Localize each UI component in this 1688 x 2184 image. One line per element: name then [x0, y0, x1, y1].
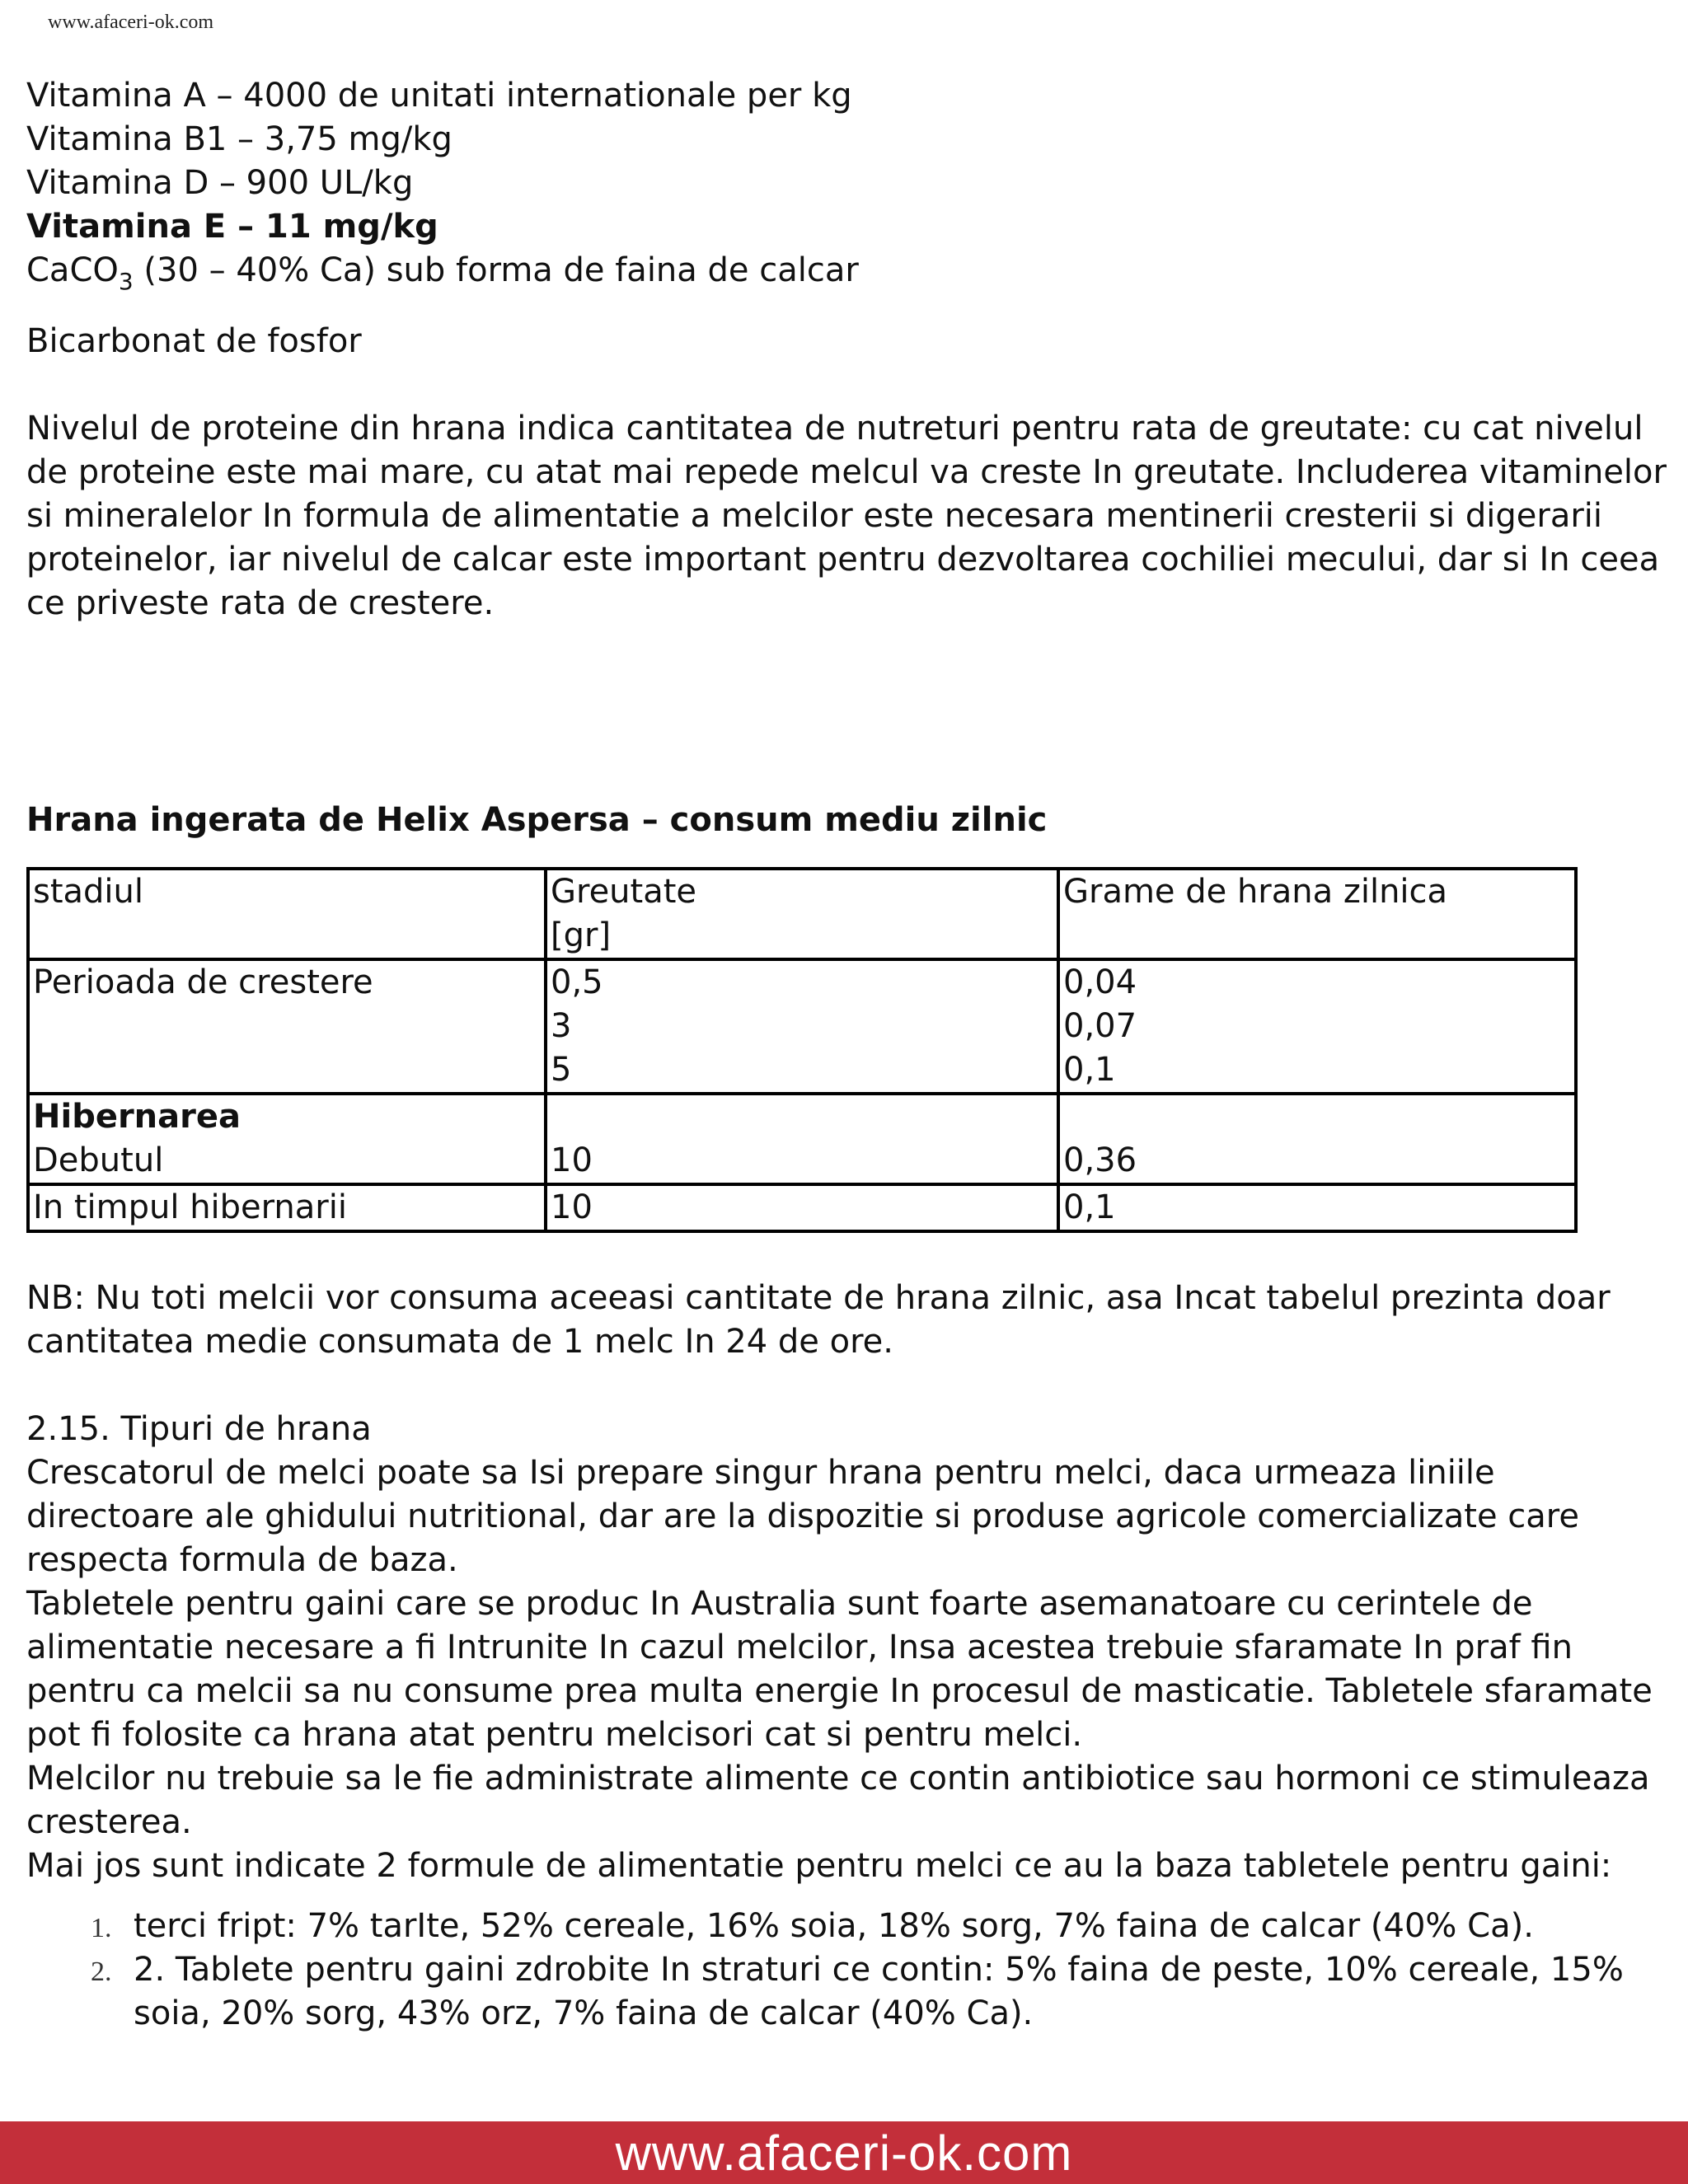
caco3-subscript: 3: [118, 268, 134, 295]
row-in-timpul-greutate: 10: [546, 1184, 1058, 1231]
intro-paragraph: Nivelul de proteine din hrana indica cantitatea de nutreturi pentru rata de greutate: cu cat nivelul de proteine este mai mare, cu atat mai repede melcul va creste In greutate. Includerea vitaminelor si mineralelor In formula de alimentatie a melcilor este necesara mentinerii cresterii si digerarii proteinelor, iar nivelul de calcar este important pentru dezvoltarea cochiliei mecului, dar si In ceea ce priveste rata de crestere.: [26, 410, 1667, 622]
table-row: [28, 1094, 1576, 1184]
footer-url[interactable]: www.afaceri-ok.com: [615, 2125, 1073, 2181]
header-stadiu: stadiul: [28, 869, 546, 959]
table-row: [28, 1184, 1576, 1231]
vitamin-b1: Vitamina B1 – 3,75 mg/kg: [26, 120, 452, 158]
debut-label: Debutul: [33, 1141, 164, 1179]
list-number: 1.: [91, 1913, 112, 1943]
row-crestere-grame: [1058, 959, 1576, 1094]
caco3-rest: (30 – 40% Ca) sub forma de faina de calcar: [133, 251, 859, 289]
row-hibernare-greutate: [546, 1094, 1058, 1184]
section-paragraph: Tabletele pentru gaini care se produc In Australia sunt foarte asemanatoare cu cerintele de alimentatie necesare a fi Intrunite In cazul melcilor, Insa acestea trebuie sfaramate In praf fin pentru ca melcii sa nu consume prea multa energie In procesul de masticatie. Tabletele sfaramate pot fi folosite ca hrana atat pentru melcisori cat si pentru melci.: [26, 1585, 1653, 1754]
row-hibernare-grame: [1058, 1094, 1576, 1184]
section-heading: 2.15. Tipuri de hrana: [26, 1410, 372, 1448]
vitamin-a: Vitamina A – 4000 de unitati internationale per kg: [26, 77, 852, 115]
vitamin-list: [26, 74, 1667, 363]
header-greutate: [546, 869, 1058, 959]
table-cell: 0,5: [551, 963, 603, 1001]
section-paragraph: Crescatorul de melci poate sa Isi prepare singur hrana pentru melci, daca urmeaza liniile directoare ale ghidului nutritional, dar are la dispozitie si produse agricole comercializate care respecta formula de baza.: [26, 1454, 1579, 1579]
table-header-row: [28, 869, 1576, 959]
row-crestere-label: Perioada de crestere: [28, 959, 546, 1094]
document-body: [26, 74, 1667, 2036]
bicarbonat: Bicarbonat de fosfor: [26, 322, 362, 360]
header-greutate-unit: [gr]: [551, 916, 612, 954]
list-item: [26, 1948, 1667, 2036]
table-cell: 0,1: [1063, 1051, 1116, 1089]
header-grame: Grame de hrana zilnica: [1058, 869, 1576, 959]
table-cell: 0,04: [1063, 963, 1137, 1001]
list-number: 2.: [91, 1957, 112, 1987]
header-greutate-label: Greutate: [551, 873, 697, 911]
list-item-text: 2. Tablete pentru gaini zdrobite In straturi ce contin: 5% faina de peste, 10% cereale, 15% soia, 20% sorg, 43% orz, 7% faina de calcar (40% Ca).: [134, 1951, 1624, 2032]
list-item-text: terci fript: 7% tarIte, 52% cereale, 16% soia, 18% sorg, 7% faina de calcar (40% Ca).: [134, 1907, 1534, 1945]
row-in-timpul-grame: 0,1: [1058, 1184, 1576, 1231]
row-hibernare-label: [28, 1094, 546, 1184]
table-cell: 0,07: [1063, 1007, 1137, 1045]
row-in-timpul-label: In timpul hibernarii: [28, 1184, 546, 1231]
feed-table: [26, 867, 1578, 1233]
section-paragraph: Mai jos sunt indicate 2 formule de alimentatie pentru melci ce au la baza tabletele pentru gaini:: [26, 1847, 1612, 1885]
table-cell: 10: [551, 1141, 593, 1179]
caco3-line: [26, 249, 1667, 303]
section-paragraph: Melcilor nu trebuie sa le fie administrate alimente ce contin antibiotice sau hormoni ce stimuleaza cresterea.: [26, 1760, 1650, 1841]
list-item: [26, 1905, 1667, 1948]
table-cell: 3: [551, 1007, 572, 1045]
nb-paragraph: NB: Nu toti melcii vor consuma aceeasi cantitate de hrana zilnic, asa Incat tabelul prezinta doar cantitatea medie consumata de 1 melc In 24 de ore.: [26, 1279, 1611, 1361]
row-crestere-greutate: [546, 959, 1058, 1094]
table-cell: 5: [551, 1051, 572, 1089]
caco3-prefix: CaCO: [26, 251, 119, 289]
footer-banner: [0, 2121, 1688, 2184]
header-url: www.afaceri-ok.com: [48, 12, 214, 33]
hibernare-heading: Hibernarea: [33, 1098, 241, 1136]
table-title: Hrana ingerata de Helix Aspersa – consum mediu zilnic: [26, 801, 1048, 839]
vitamin-e: Vitamina E – 11 mg/kg: [26, 208, 438, 246]
formula-list: [26, 1905, 1667, 2036]
vitamin-d: Vitamina D – 900 UL/kg: [26, 164, 414, 202]
table-cell: 0,36: [1063, 1141, 1137, 1179]
table-row: [28, 959, 1576, 1094]
